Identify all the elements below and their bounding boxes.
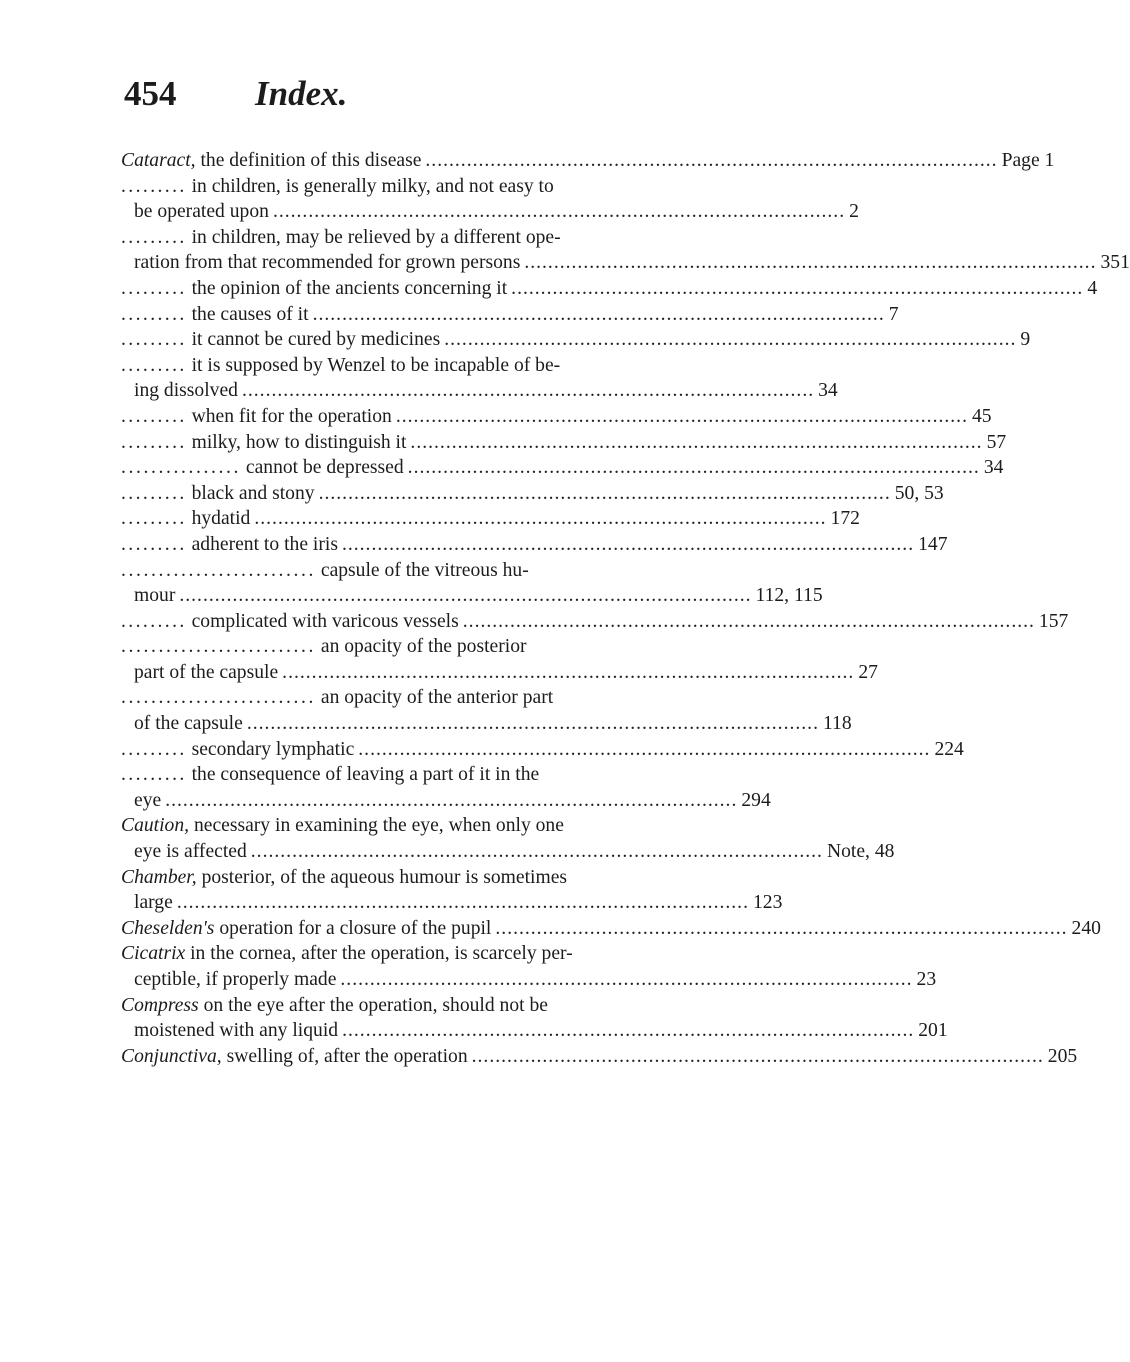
page-reference: 34: [983, 457, 1004, 479]
leader-dots: .........: [121, 482, 187, 504]
index-entry-text: cannot be depressed: [240, 457, 404, 479]
index-entry-continuation: [121, 583, 823, 609]
index-entry: [121, 865, 653, 891]
index-entry: [121, 455, 1004, 481]
index-entry: [121, 353, 653, 379]
index-entry-text: in children, may be relieved by a different ope-: [186, 226, 561, 248]
leader-dots: .................................................................................................: [358, 738, 931, 760]
index-entry-continuation: [121, 711, 852, 737]
page-reference: 172: [830, 508, 860, 530]
leader-dots: .................................................................................................: [176, 892, 749, 914]
page-reference: 118: [822, 713, 852, 735]
index-entry-text: black and stony: [186, 482, 315, 504]
leader-dots: .................................................................................................: [342, 1020, 915, 1042]
index-entry-text: milky, how to distinguish it: [186, 431, 407, 453]
page-reference: 23: [916, 969, 937, 990]
page-reference: 50, 53: [894, 482, 944, 504]
index-entry: [121, 685, 653, 711]
leader-dots: .................................................................................................: [165, 789, 738, 811]
index-entry: [121, 225, 653, 251]
leader-dots: ..........................: [121, 687, 316, 709]
index-entry: [121, 174, 653, 200]
leader-dots: ..........................: [121, 559, 316, 581]
page-reference: 294: [741, 789, 771, 811]
index-entry: [121, 916, 1101, 942]
page-reference: 201: [918, 1020, 948, 1042]
index-entry-continuation: [121, 660, 878, 686]
index-headword: Compress: [121, 994, 199, 1016]
index-entry: [121, 276, 1098, 302]
page-reference: 4: [1087, 277, 1098, 299]
leader-dots: .................................................................................................: [495, 917, 1068, 939]
index-headword: Caution,: [121, 815, 190, 837]
leader-dots: .........: [121, 610, 187, 632]
index-entry-text: when fit for the operation: [186, 405, 392, 427]
page-reference: 34: [818, 380, 838, 402]
index-entry: [121, 430, 1007, 456]
leader-dots: .................................................................................................: [250, 841, 823, 863]
leader-dots: .........: [121, 764, 187, 786]
index-entry-continuation: [121, 1018, 948, 1044]
index-entry-text: large: [134, 892, 173, 914]
index-entry: [121, 532, 948, 558]
index-entry-text: complicated with varicous vessels: [186, 610, 459, 632]
page-reference: 57: [986, 431, 1007, 453]
page-reference: 27: [858, 661, 878, 683]
index-entry-text: eye: [134, 789, 162, 811]
leader-dots: .................................................................................................: [318, 482, 891, 504]
index-entry: [121, 941, 653, 967]
page-reference: 45: [971, 405, 992, 427]
index-entry: [121, 609, 1069, 635]
index-entry-text: adherent to the iris: [186, 533, 338, 555]
index-entry-text: it is supposed by Wenzel to be incapable of be-: [186, 354, 561, 376]
index-entry: [121, 737, 964, 763]
index-headword: Conjunctiva,: [121, 1045, 222, 1067]
index-entry-continuation: [121, 250, 1130, 276]
leader-dots: .................................................................................................: [179, 585, 752, 607]
leader-dots: ................: [121, 457, 241, 479]
leader-dots: .................................................................................................: [241, 380, 815, 402]
leader-dots: .........: [121, 508, 187, 530]
index-entry: [121, 762, 653, 788]
leader-dots: .................................................................................................: [272, 201, 846, 223]
page-reference: 240: [1071, 917, 1101, 939]
index-entry-continuation: [121, 199, 859, 225]
leader-dots: .................................................................................................: [246, 713, 819, 735]
leader-dots: .................................................................................................: [524, 252, 1097, 274]
page-reference: 224: [934, 738, 964, 760]
index-entry-text: mour: [134, 585, 176, 607]
index-headword: Cheselden's: [121, 917, 215, 939]
index-entry-text: ing dissolved: [134, 380, 238, 402]
index-entry-text: the opinion of the ancients concerning it: [186, 277, 508, 299]
index-entry-text: swelling of, after the operation: [221, 1045, 468, 1067]
index-headword: Cataract,: [121, 150, 196, 171]
index-entry-text: capsule of the vitreous hu-: [315, 559, 529, 581]
leader-dots: .........: [121, 738, 187, 760]
index-entry-text: the causes of it: [186, 303, 309, 325]
page-reference: 351: [1100, 252, 1130, 274]
leader-dots: .................................................................................................: [340, 969, 913, 990]
page-reference: 7: [888, 303, 899, 325]
leader-dots: .................................................................................................: [471, 1045, 1044, 1067]
leader-dots: .................................................................................................: [511, 277, 1084, 299]
leader-dots: .................................................................................................: [410, 431, 983, 453]
index-entry: [121, 302, 899, 328]
page-reference: Page 1: [1001, 150, 1055, 171]
page-reference: 9: [1020, 329, 1031, 351]
leader-dots: .................................................................................................: [282, 661, 855, 683]
running-title: Index.: [255, 74, 348, 113]
page-reference: 205: [1047, 1045, 1078, 1067]
leader-dots: .........: [121, 431, 187, 453]
index-entry-continuation: [121, 890, 783, 916]
index-entry-text: in children, is generally milky, and not easy to: [186, 175, 554, 197]
leader-dots: .................................................................................................: [395, 405, 968, 427]
leader-dots: .........: [121, 277, 187, 299]
index-entry-text: posterior, of the aqueous humour is sometimes: [196, 866, 568, 888]
index-entry-continuation: [121, 788, 771, 814]
page-number: 454: [124, 74, 177, 113]
index-entry-continuation: [121, 967, 937, 993]
index-entry-text: be operated upon: [134, 201, 269, 223]
page-reference: Note, 48: [826, 841, 895, 863]
index-list: [121, 148, 1130, 1069]
index-entry-text: an opacity of the anterior part: [315, 687, 554, 709]
index-entry: [121, 404, 992, 430]
leader-dots: .................................................................................................: [407, 457, 980, 479]
index-entry: [121, 813, 653, 839]
index-entry: [121, 327, 1031, 353]
page-reference: 157: [1038, 610, 1069, 632]
page-header: [0, 74, 800, 134]
leader-dots: .................................................................................................: [341, 533, 915, 555]
index-entry: [121, 148, 1055, 174]
index-entry: [121, 1044, 1078, 1070]
leader-dots: .........: [121, 226, 187, 248]
index-entry-text: of the capsule: [134, 713, 243, 735]
index-headword: Cicatrix: [121, 943, 186, 965]
index-entry-text: secondary lymphatic: [186, 738, 355, 760]
index-entry-text: eye is affected: [134, 841, 247, 863]
index-entry-text: operation for a closure of the pupil: [214, 917, 492, 939]
leader-dots: .................................................................................................: [254, 508, 827, 530]
index-entry-continuation: [121, 378, 838, 404]
index-entry-text: hydatid: [186, 508, 251, 530]
leader-dots: .........: [121, 405, 187, 427]
page-reference: 2: [849, 201, 859, 223]
index-entry-text: in the cornea, after the operation, is scarcely per-: [185, 943, 573, 965]
leader-dots: .................................................................................................: [444, 329, 1017, 351]
index-entry-text: part of the capsule: [134, 661, 279, 683]
index-entry: [121, 558, 653, 584]
index-entry-text: it cannot be cured by medicines: [186, 329, 441, 351]
page-reference: 147: [918, 533, 948, 555]
leader-dots: .................................................................................................: [312, 303, 885, 325]
index-entry-text: ration from that recommended for grown persons: [134, 252, 521, 274]
leader-dots: .........: [121, 303, 187, 325]
page-reference: 123: [752, 892, 783, 914]
index-entry-continuation: [121, 839, 895, 865]
leader-dots: .........: [121, 533, 187, 555]
index-entry-text: the definition of this disease: [195, 150, 422, 171]
leader-dots: ..........................: [121, 636, 316, 658]
leader-dots: .................................................................................................: [425, 150, 998, 171]
index-entry: [121, 634, 653, 660]
index-entry-text: an opacity of the posterior: [315, 636, 527, 658]
index-entry-text: necessary in examining the eye, when only one: [189, 815, 564, 837]
index-entry-text: moistened with any liquid: [134, 1020, 339, 1042]
index-entry: [121, 993, 653, 1019]
index-entry-text: ceptible, if properly made: [134, 969, 337, 990]
page-reference: 112, 115: [755, 585, 823, 607]
leader-dots: .........: [121, 175, 187, 197]
index-entry: [121, 481, 944, 507]
leader-dots: .........: [121, 329, 187, 351]
index-entry-text: on the eye after the operation, should not be: [198, 994, 548, 1016]
leader-dots: .........: [121, 354, 187, 376]
index-entry-text: the consequence of leaving a part of it in the: [186, 764, 540, 786]
index-entry: [121, 506, 860, 532]
index-headword: Chamber,: [121, 866, 197, 888]
leader-dots: .................................................................................................: [462, 610, 1035, 632]
